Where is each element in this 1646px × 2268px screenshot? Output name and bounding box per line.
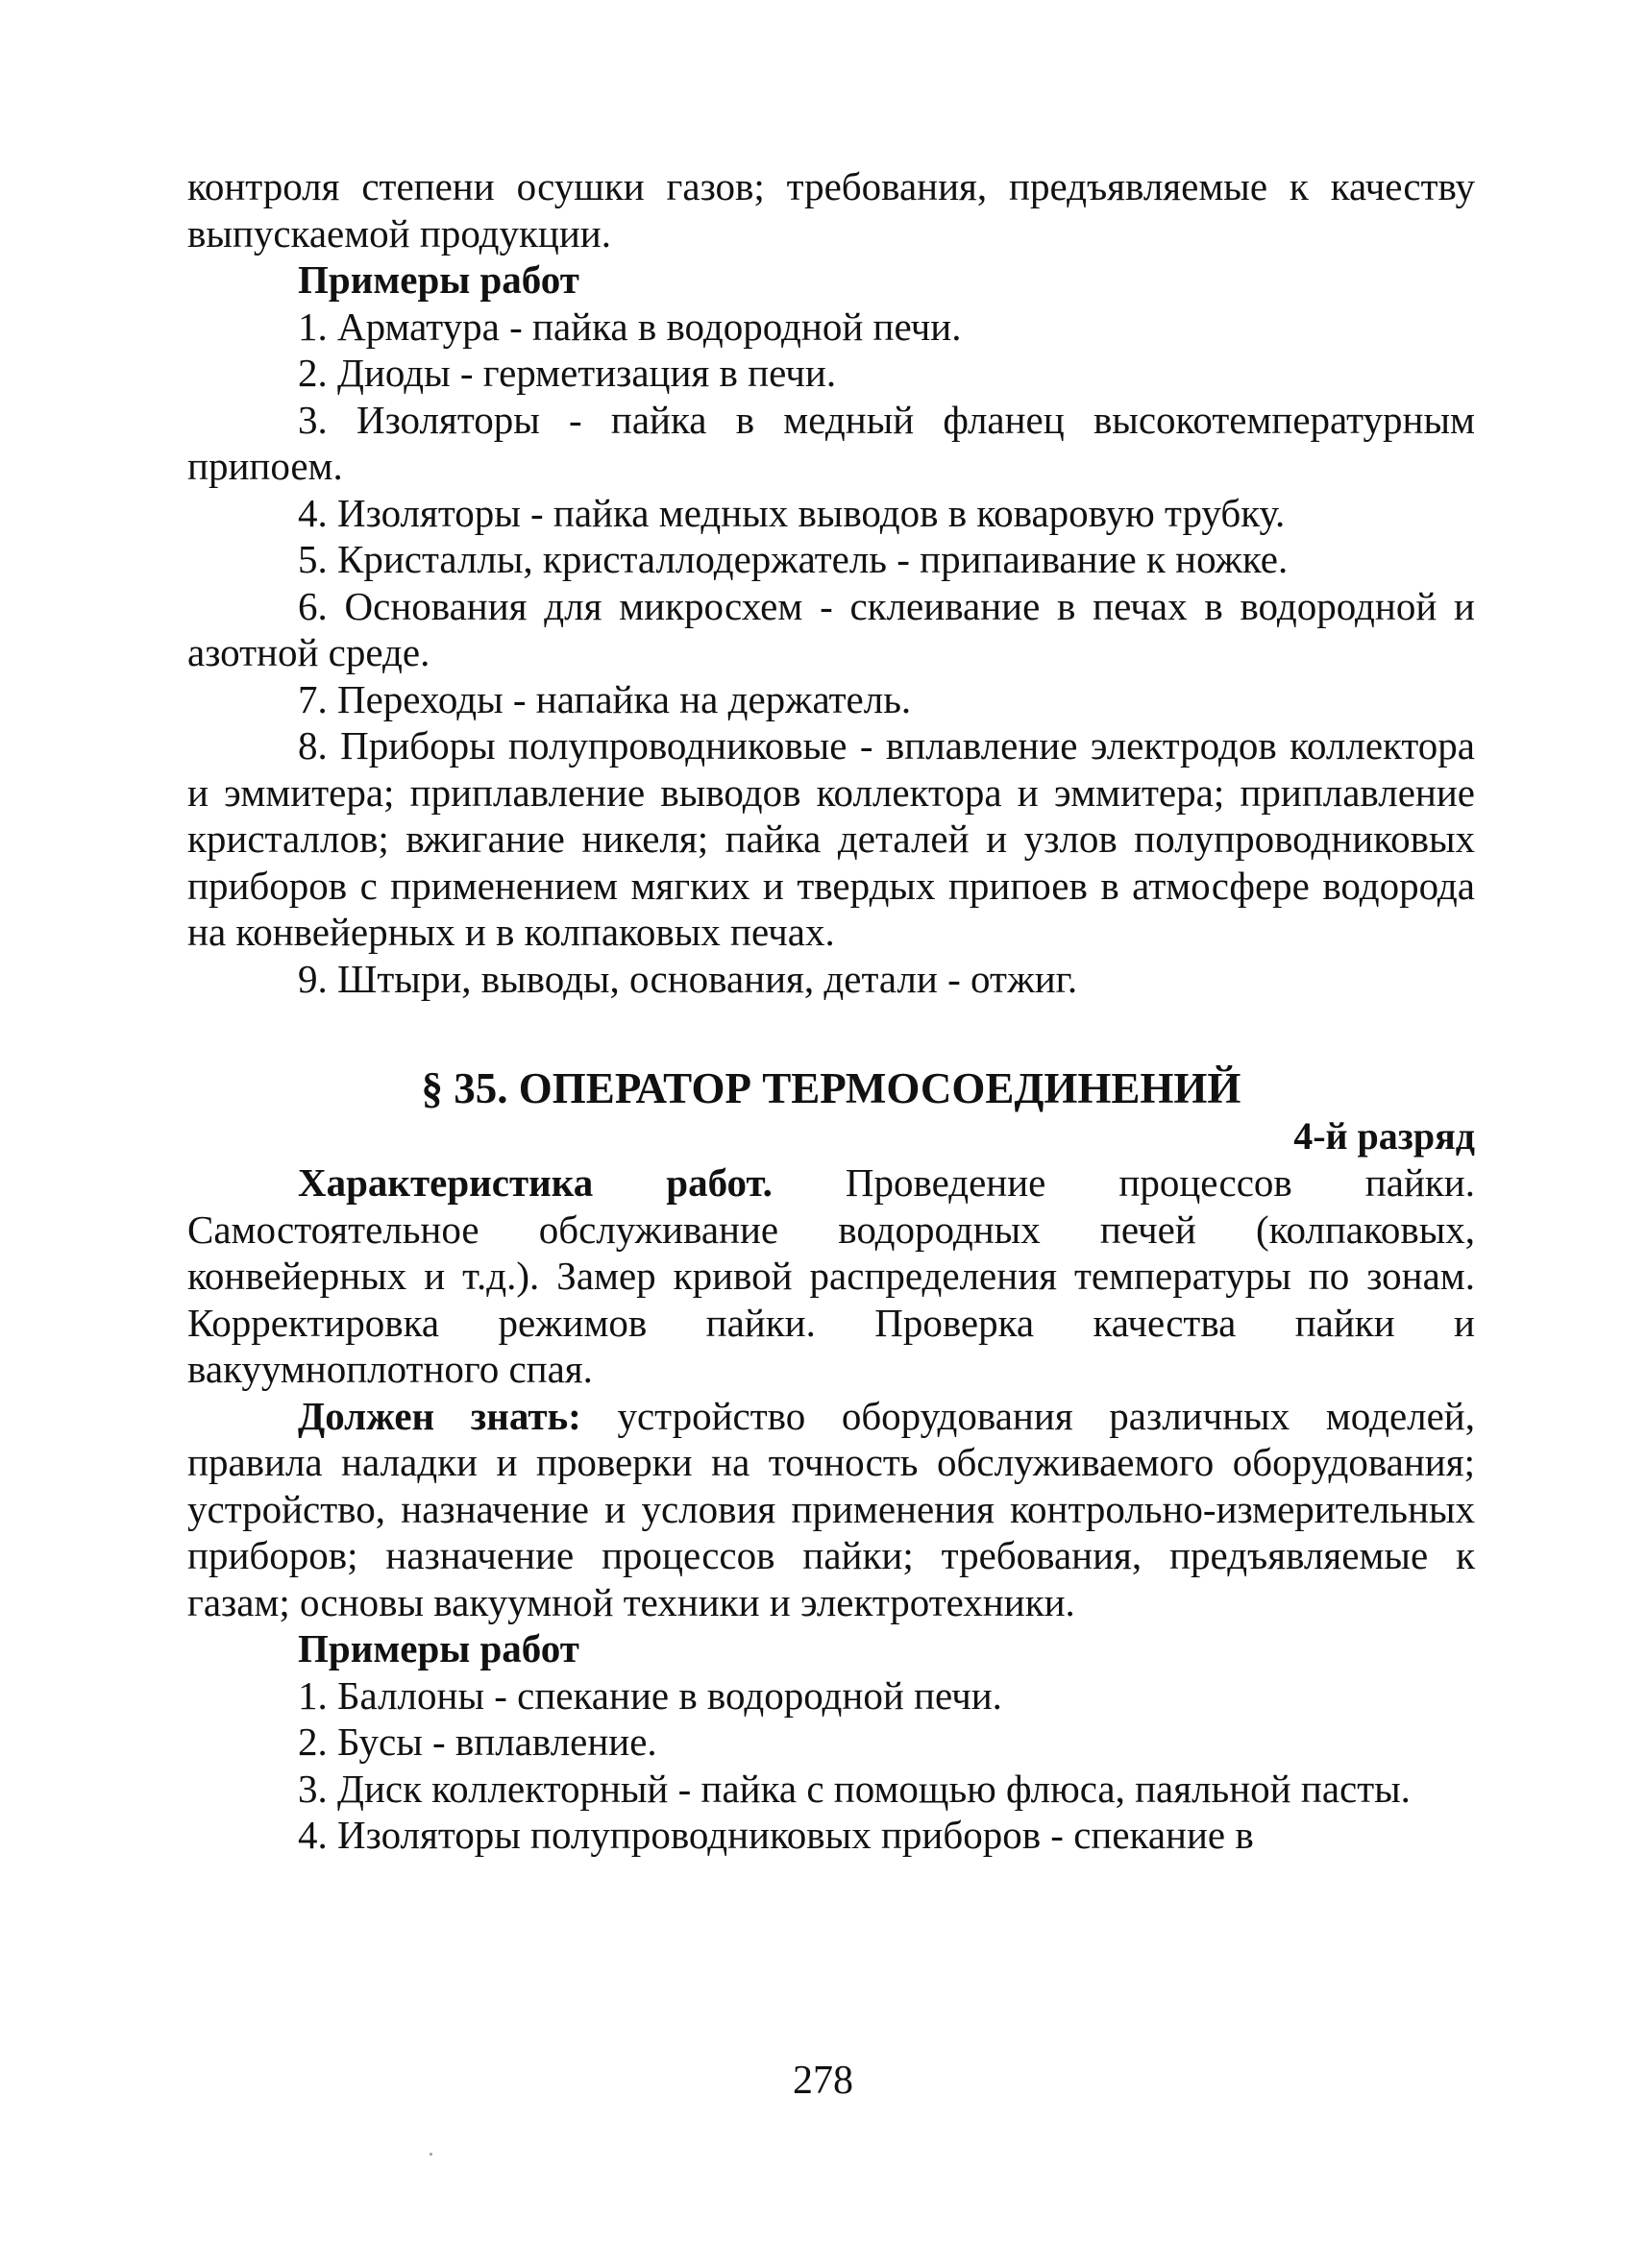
example-item: 2. Диоды - герметизация в печи.: [298, 351, 837, 395]
example-item: 1. Баллоны - спекание в водородной печи.: [298, 1672, 1002, 1718]
grade-label: 4-й разряд: [1293, 1114, 1475, 1158]
example-item: 5. Кристаллы, кристаллодержатель - припаивание к ножке.: [298, 537, 1289, 581]
characteristics-label: Характеристика работ.: [298, 1160, 773, 1205]
characteristics-text: Проведение процессов пайки. Самостоятельное обслуживание водородных печей (колпаковых, конвейерных и т.д.). Замер кривой распределения температуры по зонам. Корректировка режимов пайки. Проверка качества пайки и вакуумноплотного спая.: [187, 1160, 1475, 1391]
must-know-label: Должен знать:: [298, 1393, 581, 1438]
example-item: 1. Арматура - пайка в водородной печи.: [298, 304, 962, 349]
example-item: 2. Бусы - вплавление.: [298, 1719, 657, 1764]
must-know-text: устройство оборудования различных моделей, правила наладки и проверки на точность обслуживаемого оборудования; устройство, назначение и условия применения контрольно-измерительных приборов; назначение процессов пайки; требования, предъявляемые к газам; основы вакуумной техники и электротехники.: [187, 1393, 1475, 1624]
page-number: 278: [793, 2059, 853, 2103]
examples-heading: Примеры работ: [298, 1626, 579, 1671]
scan-speck: [430, 2153, 432, 2156]
examples-heading: Примеры работ: [298, 257, 579, 302]
example-item: 4. Изоляторы - пайка медных выводов в коваровую трубку.: [298, 490, 1286, 535]
page-body: [187, 163, 1475, 1859]
example-item: 3. Диск коллекторный - пайка с помощью флюса, паяльной пасты.: [298, 1766, 1411, 1811]
continued-paragraph: контроля степени осушки газов; требования, предъявляемые к качеству выпускаемой продукции.: [187, 164, 1475, 256]
example-item: 6. Основания для микросхем - склеивание в печах в водородной и азотной среде.: [187, 583, 1475, 674]
must-know: [187, 1393, 1475, 1626]
example-item: 9. Штыри, выводы, основания, детали - отжиг.: [298, 956, 1078, 1001]
example-item: 8. Приборы полупроводниковые - вплавление электродов коллектора и эммитера; приплавление выводов коллектора и эммитера; приплавление кристаллов; вжигание никеля; пайка деталей и узлов полупроводниковых приборов с применением мягких и твердых припоев в атмосфере водорода на конвейерных и в колпаковых печах.: [187, 723, 1475, 954]
example-item: 3. Изоляторы - пайка в медный фланец высокотемпературным припоем.: [187, 397, 1475, 488]
section-title: § 35. ОПЕРАТОР ТЕРМОСОЕДИНЕНИЙ: [421, 1064, 1241, 1112]
example-item: 4. Изоляторы полупроводниковых приборов - спекание в: [298, 1813, 1254, 1857]
example-item: 7. Переходы - напайка на держатель.: [298, 676, 912, 721]
work-characteristics: [187, 1159, 1475, 1393]
